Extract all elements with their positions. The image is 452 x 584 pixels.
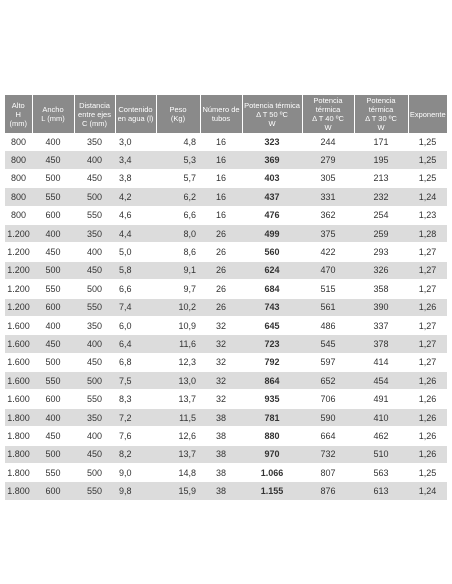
header-label-line: Potencia térmica — [244, 100, 300, 110]
table-row — [5, 224, 447, 242]
table-cell-col-contenido: 4,2 — [115, 188, 156, 206]
table-row — [5, 261, 447, 279]
header-label-line: en agua (l) — [117, 114, 154, 123]
table-cell-col-tubos: 16 — [200, 151, 242, 169]
table-cell-col-alto: 800 — [5, 206, 32, 224]
header-col-distancia — [74, 95, 115, 133]
table-cell-col-contenido: 6,6 — [115, 280, 156, 298]
table-cell-col-potencia-40: 375 — [302, 224, 354, 242]
table-cell-col-distancia: 450 — [74, 445, 115, 463]
table-cell-col-potencia-50: 792 — [242, 353, 302, 371]
table-cell-col-alto: 1.200 — [5, 280, 32, 298]
header-label-line: Potencia térmica — [366, 96, 396, 114]
table-cell-col-potencia-40: 732 — [302, 445, 354, 463]
table-cell-col-potencia-50: 437 — [242, 188, 302, 206]
table-cell-col-potencia-50: 369 — [242, 151, 302, 169]
header-col-potencia-30 — [354, 95, 408, 133]
table-cell-col-peso: 9,1 — [156, 261, 200, 279]
table-cell-col-potencia-30: 259 — [354, 224, 408, 242]
table-cell-col-ancho: 550 — [32, 372, 74, 390]
table-cell-col-tubos: 32 — [200, 316, 242, 334]
table-cell-col-ancho: 400 — [32, 224, 74, 242]
table-cell-col-potencia-30: 171 — [354, 133, 408, 151]
table-cell-col-potencia-40: 876 — [302, 482, 354, 500]
table-cell-col-potencia-40: 545 — [302, 335, 354, 353]
table-cell-col-peso: 6,2 — [156, 188, 200, 206]
table-cell-col-alto: 800 — [5, 169, 32, 187]
table-cell-col-distancia: 500 — [74, 372, 115, 390]
table-cell-col-exponente: 1,27 — [408, 261, 447, 279]
table-cell-col-potencia-40: 590 — [302, 408, 354, 426]
header-label-line: W — [324, 123, 332, 132]
header-col-potencia-50 — [242, 95, 302, 133]
table-cell-col-contenido: 8,2 — [115, 445, 156, 463]
table-cell-col-alto: 1.800 — [5, 427, 32, 445]
table-header-row — [5, 95, 447, 133]
table-cell-col-ancho: 450 — [32, 151, 74, 169]
table-cell-col-ancho: 500 — [32, 353, 74, 371]
table-cell-col-potencia-40: 652 — [302, 372, 354, 390]
table-cell-col-tubos: 26 — [200, 224, 242, 242]
table-cell-col-distancia: 400 — [74, 427, 115, 445]
table-cell-col-potencia-50: 624 — [242, 261, 302, 279]
table-cell-col-peso: 15,9 — [156, 482, 200, 500]
header-col-exponente — [408, 95, 447, 133]
table-cell-col-ancho: 600 — [32, 206, 74, 224]
table-cell-col-potencia-50: 403 — [242, 169, 302, 187]
table-row — [5, 482, 447, 500]
table-cell-col-ancho: 450 — [32, 243, 74, 261]
header-label-line: Peso — [169, 105, 187, 114]
table-cell-col-alto: 1.800 — [5, 482, 32, 500]
header-col-contenido — [115, 95, 156, 133]
table-row — [5, 280, 447, 298]
table-cell-col-potencia-30: 213 — [354, 169, 408, 187]
table-cell-col-potencia-30: 390 — [354, 298, 408, 316]
table-cell-col-exponente: 1,25 — [408, 133, 447, 151]
table-cell-col-tubos: 32 — [200, 335, 242, 353]
table-cell-col-contenido: 4,4 — [115, 224, 156, 242]
table-cell-col-contenido: 5,8 — [115, 261, 156, 279]
table-cell-col-peso: 8,0 — [156, 224, 200, 242]
table-cell-col-potencia-50: 864 — [242, 372, 302, 390]
table-cell-col-ancho: 500 — [32, 261, 74, 279]
table-cell-col-ancho: 500 — [32, 445, 74, 463]
table-cell-col-tubos: 16 — [200, 206, 242, 224]
table-cell-col-exponente: 1,27 — [408, 280, 447, 298]
table-row — [5, 372, 447, 390]
table-cell-col-ancho: 400 — [32, 133, 74, 151]
table-cell-col-peso: 10,2 — [156, 298, 200, 316]
table-cell-col-alto: 1.600 — [5, 316, 32, 334]
table-cell-col-peso: 13,0 — [156, 372, 200, 390]
table-cell-col-tubos: 26 — [200, 243, 242, 261]
table-cell-col-ancho: 400 — [32, 408, 74, 426]
table-cell-col-exponente: 1,26 — [408, 298, 447, 316]
table-cell-col-distancia: 400 — [74, 243, 115, 261]
table-cell-col-ancho: 600 — [32, 298, 74, 316]
table-cell-col-contenido: 7,5 — [115, 372, 156, 390]
table-cell-col-exponente: 1,26 — [408, 408, 447, 426]
table-cell-col-alto: 800 — [5, 151, 32, 169]
table-cell-col-exponente: 1,26 — [408, 390, 447, 408]
table-cell-col-potencia-30: 326 — [354, 261, 408, 279]
table-cell-col-potencia-40: 470 — [302, 261, 354, 279]
header-label-line: Potencia térmica — [313, 96, 343, 114]
table-cell-col-distancia: 400 — [74, 335, 115, 353]
table-cell-col-distancia: 550 — [74, 482, 115, 500]
table-cell-col-tubos: 26 — [200, 280, 242, 298]
header-col-alto — [5, 95, 32, 133]
table-cell-col-distancia: 450 — [74, 169, 115, 187]
table-cell-col-distancia: 450 — [74, 261, 115, 279]
table-cell-col-contenido: 9,0 — [115, 464, 156, 482]
table-cell-col-tubos: 38 — [200, 482, 242, 500]
table-cell-col-alto: 1.200 — [5, 243, 32, 261]
table-cell-col-tubos: 16 — [200, 133, 242, 151]
table-cell-col-distancia: 400 — [74, 151, 115, 169]
table-cell-col-tubos: 38 — [200, 408, 242, 426]
table-cell-col-alto: 1.800 — [5, 408, 32, 426]
table-cell-col-potencia-40: 515 — [302, 280, 354, 298]
table-row — [5, 427, 447, 445]
table-cell-col-potencia-50: 684 — [242, 280, 302, 298]
table-cell-col-potencia-50: 323 — [242, 133, 302, 151]
radiator-spec-table-container — [5, 95, 447, 501]
table-cell-col-peso: 12,3 — [156, 353, 200, 371]
table-cell-col-distancia: 550 — [74, 298, 115, 316]
table-cell-col-potencia-30: 358 — [354, 280, 408, 298]
table-cell-col-exponente: 1,28 — [408, 224, 447, 242]
header-label-line: Ancho — [42, 105, 64, 114]
header-label-line: Distancia — [79, 100, 110, 110]
table-cell-col-exponente: 1,23 — [408, 206, 447, 224]
table-cell-col-potencia-30: 378 — [354, 335, 408, 353]
table-cell-col-ancho: 550 — [32, 188, 74, 206]
header-col-peso — [156, 95, 200, 133]
table-cell-col-ancho: 450 — [32, 335, 74, 353]
table-cell-col-contenido: 3,4 — [115, 151, 156, 169]
table-cell-col-potencia-40: 486 — [302, 316, 354, 334]
table-cell-col-potencia-30: 410 — [354, 408, 408, 426]
table-cell-col-tubos: 38 — [200, 427, 242, 445]
table-cell-col-tubos: 26 — [200, 298, 242, 316]
header-label-line: entre ejes — [78, 109, 111, 119]
table-cell-col-potencia-30: 491 — [354, 390, 408, 408]
table-cell-col-potencia-50: 880 — [242, 427, 302, 445]
table-cell-col-potencia-30: 613 — [354, 482, 408, 500]
table-row — [5, 316, 447, 334]
table-cell-col-potencia-30: 563 — [354, 464, 408, 482]
table-row — [5, 353, 447, 371]
table-cell-col-potencia-40: 422 — [302, 243, 354, 261]
table-cell-col-distancia: 500 — [74, 280, 115, 298]
table-row — [5, 390, 447, 408]
table-cell-col-peso: 8,6 — [156, 243, 200, 261]
table-cell-col-contenido: 8,3 — [115, 390, 156, 408]
table-cell-col-alto: 800 — [5, 188, 32, 206]
table-cell-col-ancho: 600 — [32, 482, 74, 500]
table-cell-col-potencia-50: 476 — [242, 206, 302, 224]
header-label-line: W — [268, 118, 276, 128]
table-cell-col-potencia-40: 331 — [302, 188, 354, 206]
table-cell-col-contenido: 9,8 — [115, 482, 156, 500]
table-cell-col-contenido: 6,8 — [115, 353, 156, 371]
table-cell-col-distancia: 350 — [74, 133, 115, 151]
table-cell-col-tubos: 32 — [200, 353, 242, 371]
table-cell-col-peso: 11,5 — [156, 408, 200, 426]
header-label-line: C (mm) — [82, 118, 107, 128]
table-cell-col-ancho: 400 — [32, 316, 74, 334]
table-cell-col-peso: 12,6 — [156, 427, 200, 445]
table-cell-col-tubos: 38 — [200, 464, 242, 482]
table-cell-col-contenido: 7,2 — [115, 408, 156, 426]
table-cell-col-potencia-50: 499 — [242, 224, 302, 242]
table-row — [5, 206, 447, 224]
table-cell-col-potencia-40: 362 — [302, 206, 354, 224]
table-cell-col-tubos: 26 — [200, 261, 242, 279]
table-cell-col-alto: 1.800 — [5, 464, 32, 482]
table-row — [5, 243, 447, 261]
table-cell-col-contenido: 3,0 — [115, 133, 156, 151]
header-label-line: Δ T 40 ºC — [312, 114, 344, 123]
table-cell-col-exponente: 1,25 — [408, 169, 447, 187]
table-row — [5, 151, 447, 169]
table-cell-col-exponente: 1,24 — [408, 188, 447, 206]
table-cell-col-potencia-50: 560 — [242, 243, 302, 261]
radiator-spec-table — [5, 95, 447, 501]
table-cell-col-tubos: 16 — [200, 188, 242, 206]
table-cell-col-exponente: 1,27 — [408, 243, 447, 261]
table-cell-col-peso: 6,6 — [156, 206, 200, 224]
table-cell-col-potencia-30: 337 — [354, 316, 408, 334]
table-cell-col-distancia: 350 — [74, 224, 115, 242]
table-cell-col-tubos: 16 — [200, 169, 242, 187]
table-cell-col-exponente: 1,25 — [408, 151, 447, 169]
header-label-line: Contenido — [118, 105, 153, 114]
table-cell-col-exponente: 1,26 — [408, 427, 447, 445]
table-row — [5, 169, 447, 187]
table-cell-col-potencia-40: 561 — [302, 298, 354, 316]
table-cell-col-exponente: 1,27 — [408, 353, 447, 371]
table-cell-col-potencia-30: 510 — [354, 445, 408, 463]
table-body — [5, 133, 447, 500]
table-cell-col-distancia: 550 — [74, 390, 115, 408]
table-cell-col-alto: 1.800 — [5, 445, 32, 463]
header-label-line: L (mm) — [41, 114, 65, 123]
table-cell-col-exponente: 1,25 — [408, 464, 447, 482]
header-col-ancho — [32, 95, 74, 133]
header-col-tubos — [200, 95, 242, 133]
table-cell-col-alto: 1.200 — [5, 298, 32, 316]
table-cell-col-potencia-30: 232 — [354, 188, 408, 206]
table-cell-col-potencia-50: 743 — [242, 298, 302, 316]
table-cell-col-potencia-40: 597 — [302, 353, 354, 371]
table-cell-col-potencia-50: 1.066 — [242, 464, 302, 482]
table-row — [5, 445, 447, 463]
header-label-line: Δ T 30 ºC — [365, 114, 397, 123]
table-cell-col-potencia-40: 305 — [302, 169, 354, 187]
table-cell-col-exponente: 1,26 — [408, 445, 447, 463]
table-cell-col-potencia-30: 454 — [354, 372, 408, 390]
table-cell-col-ancho: 550 — [32, 280, 74, 298]
table-row — [5, 188, 447, 206]
table-cell-col-potencia-30: 414 — [354, 353, 408, 371]
header-label-line: Alto — [11, 100, 25, 110]
table-cell-col-potencia-40: 279 — [302, 151, 354, 169]
table-cell-col-exponente: 1,27 — [408, 316, 447, 334]
table-cell-col-alto: 800 — [5, 133, 32, 151]
table-cell-col-peso: 4,8 — [156, 133, 200, 151]
table-cell-col-potencia-30: 462 — [354, 427, 408, 445]
table-cell-col-potencia-30: 293 — [354, 243, 408, 261]
table-cell-col-peso: 14,8 — [156, 464, 200, 482]
table-row — [5, 133, 447, 151]
table-cell-col-peso: 11,6 — [156, 335, 200, 353]
header-label-line: W — [377, 123, 385, 132]
table-cell-col-potencia-50: 1.155 — [242, 482, 302, 500]
table-row — [5, 335, 447, 353]
table-cell-col-ancho: 450 — [32, 427, 74, 445]
table-cell-col-potencia-50: 781 — [242, 408, 302, 426]
table-cell-col-peso: 9,7 — [156, 280, 200, 298]
header-label-line: Exponente — [409, 109, 446, 119]
table-cell-col-exponente: 1,24 — [408, 482, 447, 500]
table-row — [5, 298, 447, 316]
table-cell-col-alto: 1.600 — [5, 335, 32, 353]
table-cell-col-tubos: 32 — [200, 390, 242, 408]
table-cell-col-distancia: 550 — [74, 206, 115, 224]
header-label-line: (Kg) — [170, 114, 186, 123]
table-cell-col-alto: 1.600 — [5, 390, 32, 408]
table-cell-col-peso: 10,9 — [156, 316, 200, 334]
table-cell-col-distancia: 450 — [74, 353, 115, 371]
table-cell-col-tubos: 32 — [200, 372, 242, 390]
table-row — [5, 408, 447, 426]
table-cell-col-ancho: 550 — [32, 464, 74, 482]
table-cell-col-potencia-30: 195 — [354, 151, 408, 169]
table-cell-col-potencia-40: 807 — [302, 464, 354, 482]
table-cell-col-distancia: 500 — [74, 464, 115, 482]
table-cell-col-contenido: 6,0 — [115, 316, 156, 334]
header-label-line: H (mm) — [9, 109, 27, 128]
table-cell-col-potencia-40: 664 — [302, 427, 354, 445]
table-cell-col-potencia-40: 706 — [302, 390, 354, 408]
table-cell-col-peso: 5,7 — [156, 169, 200, 187]
header-label-line: Número de — [202, 105, 240, 114]
table-cell-col-contenido: 3,8 — [115, 169, 156, 187]
table-cell-col-ancho: 600 — [32, 390, 74, 408]
table-cell-col-peso: 13,7 — [156, 390, 200, 408]
header-label-line: tubos — [211, 114, 231, 123]
header-label-line: Δ T 50 ºC — [256, 109, 288, 119]
table-cell-col-exponente: 1,27 — [408, 335, 447, 353]
table-cell-col-potencia-50: 970 — [242, 445, 302, 463]
table-cell-col-contenido: 7,4 — [115, 298, 156, 316]
table-cell-col-ancho: 500 — [32, 169, 74, 187]
table-cell-col-alto: 1.600 — [5, 372, 32, 390]
table-cell-col-potencia-50: 935 — [242, 390, 302, 408]
table-cell-col-contenido: 4,6 — [115, 206, 156, 224]
table-cell-col-potencia-30: 254 — [354, 206, 408, 224]
table-cell-col-potencia-50: 723 — [242, 335, 302, 353]
table-cell-col-contenido: 6,4 — [115, 335, 156, 353]
table-cell-col-peso: 5,3 — [156, 151, 200, 169]
table-cell-col-distancia: 350 — [74, 316, 115, 334]
table-cell-col-potencia-40: 244 — [302, 133, 354, 151]
table-cell-col-distancia: 350 — [74, 408, 115, 426]
table-cell-col-contenido: 7,6 — [115, 427, 156, 445]
table-cell-col-potencia-50: 645 — [242, 316, 302, 334]
table-cell-col-contenido: 5,0 — [115, 243, 156, 261]
table-cell-col-alto: 1.200 — [5, 261, 32, 279]
table-cell-col-distancia: 500 — [74, 188, 115, 206]
table-cell-col-alto: 1.200 — [5, 224, 32, 242]
table-cell-col-alto: 1.600 — [5, 353, 32, 371]
header-col-potencia-40 — [302, 95, 354, 133]
table-cell-col-tubos: 38 — [200, 445, 242, 463]
table-cell-col-peso: 13,7 — [156, 445, 200, 463]
table-cell-col-exponente: 1,26 — [408, 372, 447, 390]
table-row — [5, 464, 447, 482]
